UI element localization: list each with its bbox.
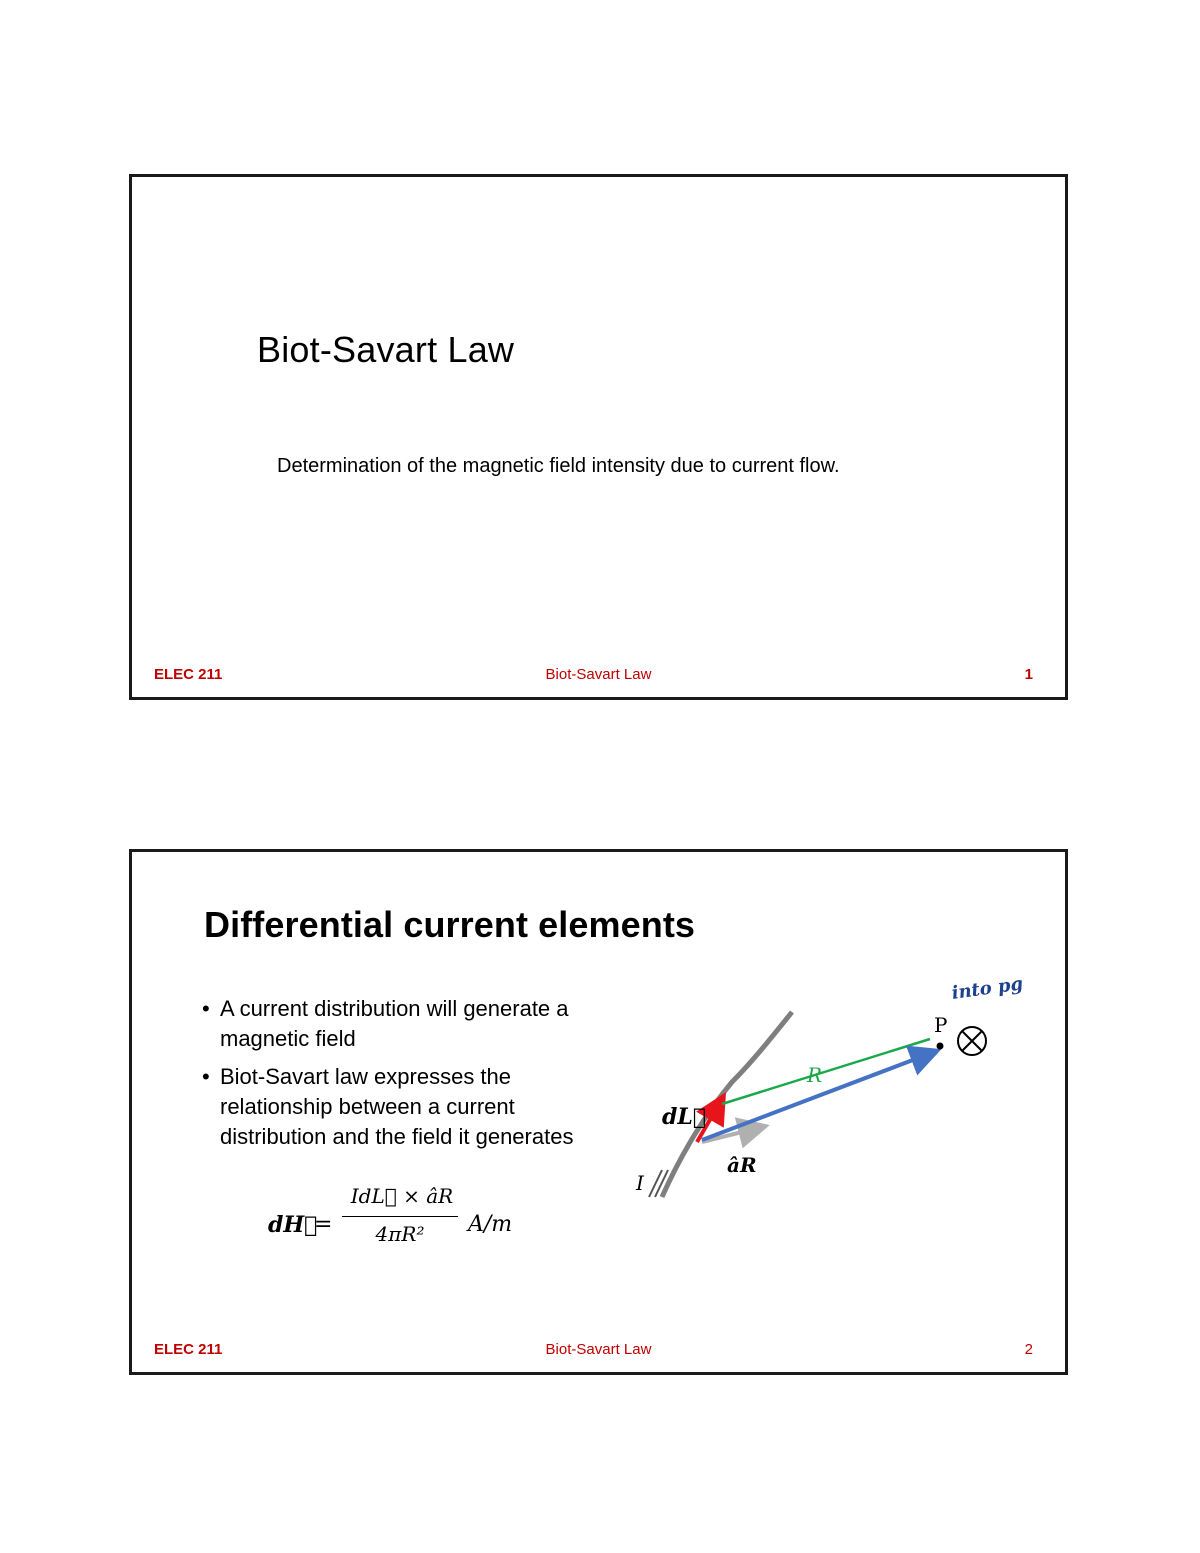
label-p: P: [934, 1013, 948, 1037]
slide-2-title: Differential current elements: [204, 904, 696, 945]
footer-page-number: 1: [1024, 666, 1033, 683]
slide-1-subtitle: Determination of the magnetic field intensity due to current flow.: [277, 455, 840, 477]
label-ar: âR: [727, 1153, 757, 1177]
formula-unit: A/m: [468, 1212, 513, 1237]
footer-topic: Biot-Savart Law: [545, 1341, 652, 1358]
footer-course: ELEC 211: [154, 1341, 223, 1358]
current-element-diagram: [612, 972, 1025, 1212]
bullet-list: [202, 994, 602, 1160]
handwritten-note: into pg: [950, 973, 1025, 1005]
slide-2: [129, 849, 1068, 1375]
footer-topic: Biot-Savart Law: [545, 666, 652, 683]
point-p: [937, 1043, 944, 1050]
formula-denominator: 4πR²: [375, 1222, 425, 1246]
footer-course: ELEC 211: [154, 666, 223, 683]
formula-equals: =: [314, 1212, 333, 1237]
bullet-item: • A current distribution will generate a magnetic field: [202, 994, 602, 1054]
label-dl: dL⃗: [662, 1104, 707, 1130]
footer-page-number: 2: [1024, 1341, 1033, 1358]
formula-fraction-bar: [342, 1216, 458, 1217]
biot-savart-formula: [268, 1182, 528, 1272]
formula-numerator: IdL⃗ × âR: [350, 1184, 454, 1208]
label-r: R: [807, 1063, 823, 1087]
bullet-item: • Biot-Savart law expresses the relationship between a current distribution and the field it generates: [202, 1062, 602, 1152]
formula-lhs: dH⃗: [268, 1212, 318, 1238]
slide-1: [129, 174, 1068, 700]
slide-1-title: Biot-Savart Law: [257, 329, 515, 370]
label-i: I: [636, 1171, 644, 1195]
